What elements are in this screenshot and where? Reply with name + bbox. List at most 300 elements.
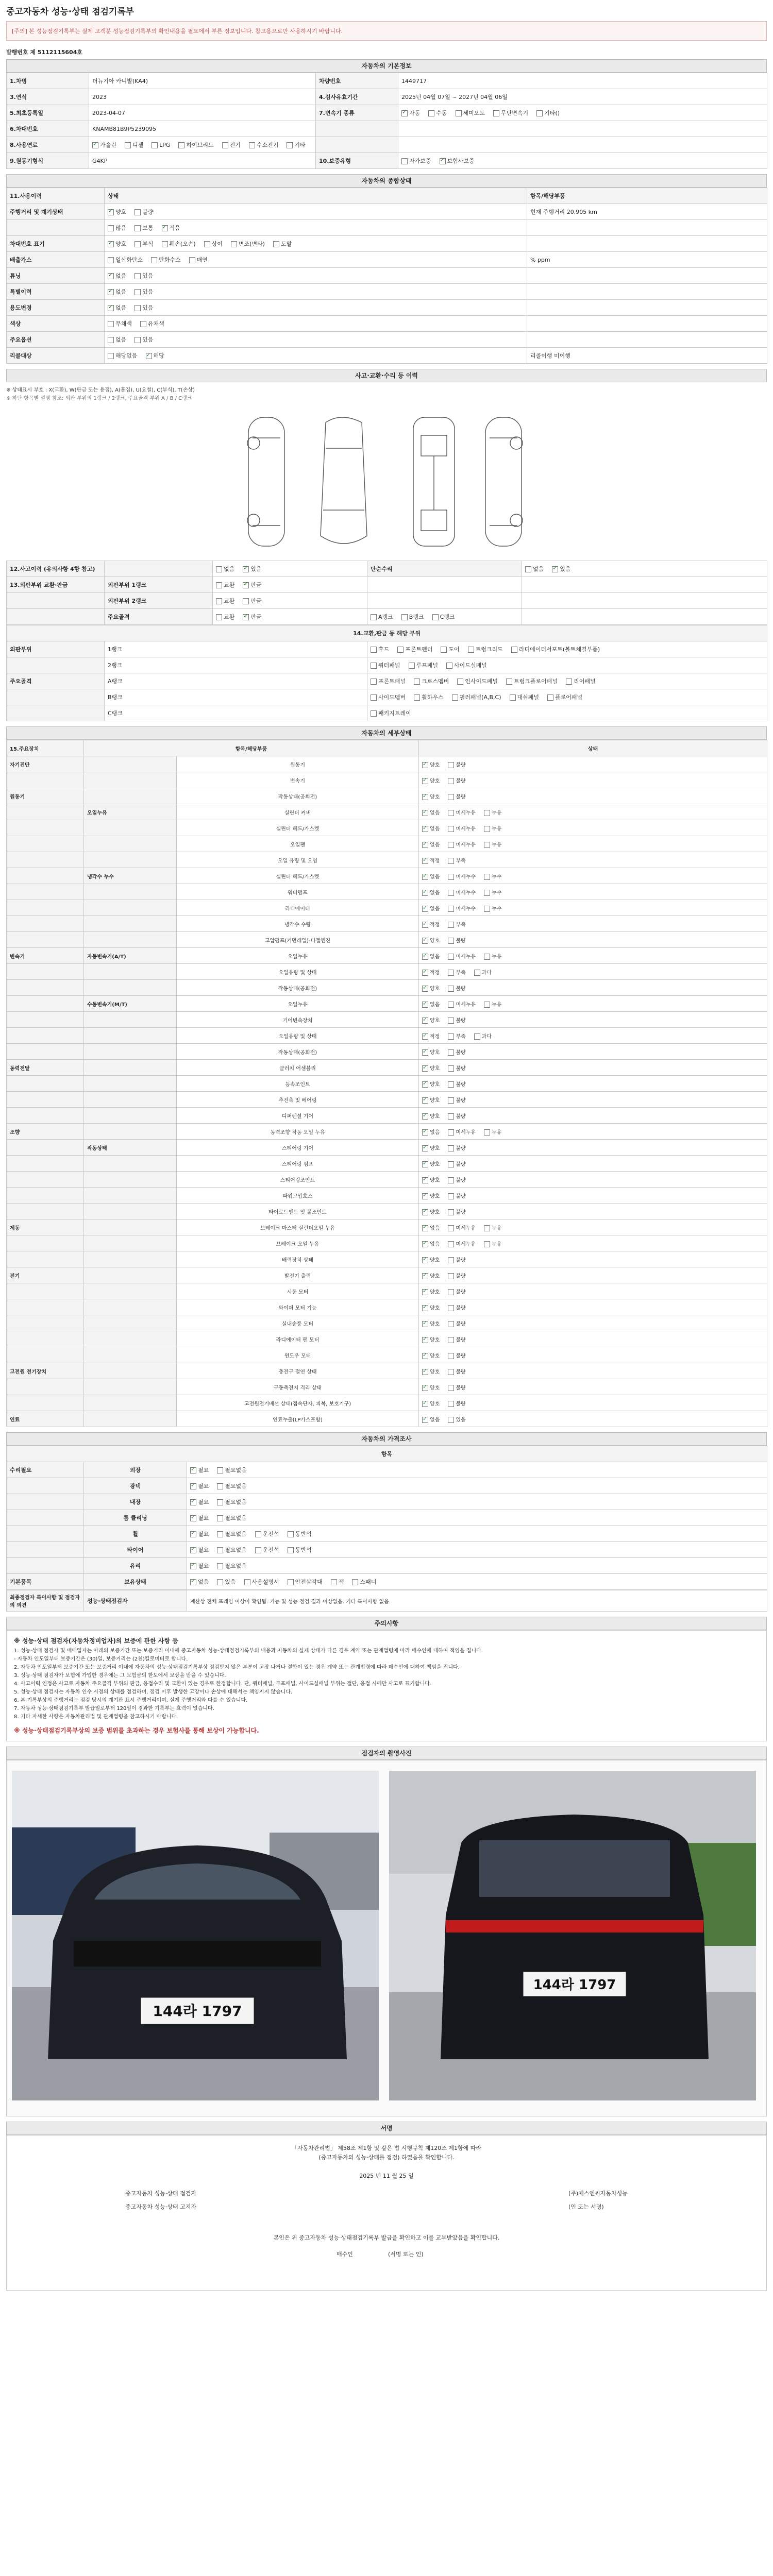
- caution-line: 3. 성능·상태 점검자가 보험에 가입한 경우에는 그 보험금의 한도에서 보상을 받을 수 있습니다.: [14, 1673, 226, 1679]
- checkbox[interactable]: [135, 241, 141, 247]
- detail-group: [7, 772, 84, 788]
- detail-sub: 자동변속기(A/T): [84, 948, 177, 964]
- checkbox[interactable]: [448, 1018, 454, 1024]
- overall-option: [108, 351, 138, 360]
- detail-header-cell: 15.주요장치: [7, 740, 84, 756]
- checkbox[interactable]: [255, 1547, 261, 1553]
- price-option: [244, 1578, 279, 1586]
- checkbox[interactable]: [422, 954, 428, 960]
- checkbox[interactable]: [422, 1273, 428, 1279]
- checkbox[interactable]: [190, 1515, 196, 1521]
- checkbox[interactable]: [448, 1002, 454, 1008]
- detail-item: 시동 모터: [177, 1283, 419, 1299]
- detail-row: [7, 964, 767, 980]
- checkbox[interactable]: [422, 794, 428, 800]
- price-group: 수리필요: [7, 1462, 84, 1478]
- detail-option-label: 양호: [430, 938, 440, 944]
- checkbox[interactable]: [448, 986, 454, 992]
- overall-option-label: 부식: [142, 241, 154, 247]
- checkbox[interactable]: [273, 241, 279, 247]
- detail-option: [422, 824, 440, 832]
- checkbox[interactable]: [422, 922, 428, 928]
- checkbox[interactable]: [217, 1579, 223, 1585]
- detail-option-label: 없음: [430, 1417, 440, 1423]
- detail-option: [448, 920, 465, 928]
- checkbox[interactable]: [484, 810, 490, 816]
- checkbox[interactable]: [422, 1417, 428, 1423]
- checkbox[interactable]: [456, 110, 462, 116]
- detail-options: [422, 794, 474, 800]
- fuel-option: [125, 141, 143, 149]
- checkbox[interactable]: [448, 842, 454, 848]
- checkbox[interactable]: [414, 679, 420, 685]
- checkbox[interactable]: [468, 647, 474, 653]
- basic-value: G4KP: [89, 153, 316, 169]
- checkbox[interactable]: [448, 1033, 454, 1040]
- basic-value: [89, 137, 316, 153]
- detail-item: 실린더 헤드/가스켓: [177, 868, 419, 884]
- detail-group: 원동기: [7, 788, 84, 804]
- checkbox[interactable]: [484, 842, 490, 848]
- checkbox[interactable]: [448, 1417, 454, 1423]
- history-option-label: 판금: [250, 582, 262, 588]
- checkbox[interactable]: [216, 598, 222, 604]
- checkbox[interactable]: [371, 710, 377, 717]
- overall-option: [151, 256, 181, 264]
- checkbox[interactable]: [422, 1145, 428, 1151]
- history-option-label: 교환: [224, 598, 235, 604]
- checkbox[interactable]: [448, 1241, 454, 1247]
- checkbox[interactable]: [222, 142, 228, 148]
- checkbox[interactable]: [484, 1225, 490, 1231]
- checkbox[interactable]: [409, 663, 415, 669]
- price-state: [187, 1558, 767, 1574]
- checkbox[interactable]: [151, 257, 157, 263]
- checkbox[interactable]: [448, 1113, 454, 1120]
- checkbox[interactable]: [422, 1002, 428, 1008]
- checkbox[interactable]: [422, 1161, 428, 1167]
- detail-item: 오일팬: [177, 836, 419, 852]
- checkbox[interactable]: [448, 1353, 454, 1359]
- price-state: [187, 1494, 767, 1510]
- checkbox[interactable]: [552, 566, 558, 572]
- checkbox[interactable]: [422, 1321, 428, 1327]
- detail-option: [422, 1415, 440, 1423]
- detail-option: [448, 1256, 465, 1263]
- checkbox[interactable]: [152, 142, 158, 148]
- checkbox[interactable]: [146, 353, 152, 359]
- checkbox[interactable]: [422, 1257, 428, 1263]
- checkbox[interactable]: [484, 826, 490, 832]
- checkbox[interactable]: [217, 1563, 223, 1569]
- checkbox[interactable]: [422, 1113, 428, 1120]
- overall-option: [146, 351, 164, 360]
- detail-item: 브레이크 마스터 실린더오일 누유: [177, 1219, 419, 1235]
- checkbox[interactable]: [108, 337, 114, 343]
- checkbox[interactable]: [108, 273, 114, 279]
- checkbox[interactable]: [422, 1385, 428, 1391]
- checkbox[interactable]: [448, 1289, 454, 1295]
- checkbox[interactable]: [135, 209, 141, 215]
- checkbox[interactable]: [422, 810, 428, 816]
- checkbox[interactable]: [474, 1033, 480, 1040]
- checkbox[interactable]: [231, 241, 237, 247]
- detail-options: [422, 922, 474, 928]
- price-option-label: 운전석: [262, 1547, 279, 1553]
- transmission-option-label: 기타(): [544, 110, 560, 116]
- checkbox[interactable]: [108, 225, 114, 231]
- checkbox[interactable]: [422, 1225, 428, 1231]
- detail-option-label: 미세누유: [456, 842, 476, 848]
- detail-options: [422, 1417, 474, 1423]
- rank-option: [371, 613, 393, 621]
- checkbox[interactable]: [401, 110, 408, 116]
- checkbox[interactable]: [108, 241, 114, 247]
- checkbox[interactable]: [108, 321, 114, 327]
- checkbox[interactable]: [422, 826, 428, 832]
- checkbox[interactable]: [135, 289, 141, 295]
- legend-note: ※ 하단 항목별 설명 참조: 외판 부위의 1랭크 / 2랭크, 주요골격 부위 A / B / C랭크: [6, 396, 192, 401]
- detail-option-label: 양호: [430, 1305, 440, 1311]
- checkbox[interactable]: [422, 986, 428, 992]
- checkbox[interactable]: [448, 938, 454, 944]
- checkbox[interactable]: [452, 694, 458, 701]
- checkbox[interactable]: [448, 1385, 454, 1391]
- detail-sub: [84, 1156, 177, 1172]
- checkbox[interactable]: [448, 1369, 454, 1375]
- checkbox[interactable]: [448, 906, 454, 912]
- checkbox[interactable]: [422, 1129, 428, 1136]
- checkbox[interactable]: [440, 158, 446, 164]
- checkbox[interactable]: [536, 110, 543, 116]
- checkbox[interactable]: [422, 1241, 428, 1247]
- checkbox[interactable]: [422, 1193, 428, 1199]
- checkbox[interactable]: [448, 1305, 454, 1311]
- checkbox[interactable]: [448, 970, 454, 976]
- checkbox[interactable]: [510, 694, 516, 701]
- checkbox[interactable]: [422, 1369, 428, 1375]
- checkbox[interactable]: [190, 1499, 196, 1505]
- checkbox[interactable]: [457, 679, 463, 685]
- detail-option-label: 적정: [430, 922, 440, 928]
- detail-option-label: 양호: [430, 778, 440, 784]
- checkbox[interactable]: [448, 1097, 454, 1104]
- checkbox[interactable]: [422, 858, 428, 864]
- checkbox[interactable]: [414, 694, 420, 701]
- part-option-label: 패키지트레이: [378, 710, 411, 717]
- checkbox[interactable]: [428, 110, 434, 116]
- checkbox[interactable]: [243, 598, 249, 604]
- history-option-label: 없음: [224, 566, 235, 572]
- detail-option: [448, 984, 465, 992]
- checkbox[interactable]: [422, 1209, 428, 1215]
- checkbox[interactable]: [217, 1483, 223, 1489]
- checkbox[interactable]: [448, 1257, 454, 1263]
- history-option-label: 판금: [250, 598, 262, 604]
- checkbox[interactable]: [448, 1145, 454, 1151]
- basic-value2: [398, 121, 767, 137]
- detail-option-label: 불량: [456, 986, 466, 992]
- detail-row: [7, 1363, 767, 1379]
- detail-item: 스티어링 펌프: [177, 1156, 419, 1172]
- price-option: [217, 1482, 247, 1490]
- checkbox[interactable]: [288, 1531, 294, 1537]
- checkbox[interactable]: [288, 1579, 294, 1585]
- checkbox[interactable]: [422, 906, 428, 912]
- checkbox[interactable]: [448, 874, 454, 880]
- checkbox[interactable]: [422, 1097, 428, 1104]
- detail-state: [419, 1411, 767, 1427]
- part-option: [371, 693, 406, 701]
- checkbox[interactable]: [448, 1193, 454, 1199]
- checkbox[interactable]: [108, 209, 114, 215]
- checkbox[interactable]: [448, 954, 454, 960]
- checkbox[interactable]: [422, 778, 428, 784]
- part-option-label: 리어패널: [574, 678, 596, 685]
- sign-confirm1: 본인은 위 중고자동차 성능·상태점검기록부 발급을 확인하고 이를 교부받았음을 확인합니다.: [273, 2234, 500, 2241]
- detail-option-label: 불량: [456, 1257, 466, 1263]
- checkbox[interactable]: [474, 970, 480, 976]
- parts-row: [7, 705, 767, 721]
- checkbox[interactable]: [484, 890, 490, 896]
- checkbox[interactable]: [422, 1018, 428, 1024]
- checkbox[interactable]: [204, 241, 210, 247]
- checkbox[interactable]: [217, 1531, 223, 1537]
- checkbox[interactable]: [371, 663, 377, 669]
- price-option-label: 사용설명서: [251, 1579, 279, 1585]
- checkbox[interactable]: [422, 970, 428, 976]
- detail-option-label: 양호: [430, 1369, 440, 1375]
- checkbox[interactable]: [448, 1177, 454, 1183]
- part-option: [547, 693, 582, 701]
- checkbox[interactable]: [162, 241, 168, 247]
- checkbox[interactable]: [190, 1531, 196, 1537]
- checkbox[interactable]: [216, 582, 222, 588]
- checkbox[interactable]: [448, 858, 454, 864]
- overall-extra: [527, 268, 767, 284]
- detail-sub: 수동변속기(M/T): [84, 996, 177, 1012]
- checkbox[interactable]: [140, 321, 146, 327]
- checkbox[interactable]: [448, 762, 454, 768]
- overall-option-label: 없음: [115, 273, 127, 279]
- detail-option: [422, 952, 440, 960]
- transmission-option: [401, 109, 420, 117]
- detail-option-label: 미세누유: [456, 1241, 476, 1247]
- checkbox[interactable]: [108, 305, 114, 311]
- checkbox[interactable]: [566, 679, 572, 685]
- checkbox[interactable]: [448, 1209, 454, 1215]
- basic-row: [7, 89, 767, 105]
- detail-options: [422, 1306, 474, 1311]
- checkbox[interactable]: [422, 1401, 428, 1407]
- checkbox[interactable]: [371, 647, 377, 653]
- checkbox[interactable]: [125, 142, 131, 148]
- checkbox[interactable]: [397, 647, 404, 653]
- sign-date: 2025 년 11 월 25 일: [359, 2173, 414, 2179]
- checkbox[interactable]: [448, 922, 454, 928]
- overall-option: [204, 240, 223, 248]
- part-option: [409, 661, 439, 669]
- price-item: 휠: [84, 1526, 187, 1542]
- checkbox[interactable]: [448, 1401, 454, 1407]
- checkbox[interactable]: [217, 1547, 223, 1553]
- detail-sub: [84, 1299, 177, 1315]
- fuel-option: [92, 141, 116, 149]
- fuel-options: [92, 142, 314, 148]
- section-caution: 주의사항: [6, 1617, 767, 1630]
- checkbox[interactable]: [448, 1225, 454, 1231]
- checkbox[interactable]: [401, 614, 408, 620]
- checkbox[interactable]: [422, 1353, 428, 1359]
- checkbox[interactable]: [135, 337, 141, 343]
- section-photos: 점검자의 촬영사진: [6, 1747, 767, 1760]
- rank-option-label: A랭크: [378, 614, 393, 620]
- detail-state: [419, 1060, 767, 1076]
- checkbox[interactable]: [448, 890, 454, 896]
- checkbox[interactable]: [484, 1002, 490, 1008]
- checkbox[interactable]: [448, 826, 454, 832]
- overall-option: [135, 303, 153, 312]
- overall-option: [135, 208, 153, 216]
- checkbox[interactable]: [448, 1337, 454, 1343]
- legend-symbols: ※ 상태표시 부호 : X(교환), W(판금 또는 용접), A(흠집), U(요철), C(부식), T(손상): [6, 387, 195, 393]
- checkbox[interactable]: [484, 1241, 490, 1247]
- detail-option-label: 누유: [491, 1225, 502, 1231]
- detail-options: [422, 906, 510, 912]
- checkbox[interactable]: [484, 874, 490, 880]
- detail-group: [7, 1108, 84, 1124]
- checkbox[interactable]: [484, 906, 490, 912]
- checkbox[interactable]: [448, 1129, 454, 1136]
- checkbox[interactable]: [92, 142, 98, 148]
- checkbox[interactable]: [422, 1049, 428, 1056]
- checkbox[interactable]: [189, 257, 195, 263]
- detail-option: [422, 1399, 440, 1407]
- detail-item: 브레이크 오일 누유: [177, 1235, 419, 1251]
- checkbox[interactable]: [287, 142, 293, 148]
- checkbox[interactable]: [484, 1129, 490, 1136]
- overall-option: [189, 256, 208, 264]
- checkbox[interactable]: [249, 142, 255, 148]
- checkbox[interactable]: [448, 1065, 454, 1072]
- checkbox[interactable]: [162, 225, 168, 231]
- checkbox[interactable]: [422, 1289, 428, 1295]
- checkbox[interactable]: [190, 1547, 196, 1553]
- checkbox[interactable]: [441, 647, 447, 653]
- checkbox[interactable]: [401, 158, 408, 164]
- checkbox[interactable]: [216, 566, 222, 572]
- overall-option: [108, 287, 126, 296]
- checkbox[interactable]: [243, 614, 249, 620]
- price-options: [190, 1499, 255, 1505]
- checkbox[interactable]: [108, 353, 114, 359]
- checkbox[interactable]: [446, 663, 452, 669]
- price-group: [7, 1478, 84, 1494]
- checkbox[interactable]: [190, 1579, 196, 1585]
- checkbox[interactable]: [493, 110, 499, 116]
- detail-option-label: 누수: [491, 906, 502, 912]
- checkbox[interactable]: [135, 305, 141, 311]
- checkbox[interactable]: [448, 1049, 454, 1056]
- checkbox[interactable]: [422, 1065, 428, 1072]
- checkbox[interactable]: [190, 1563, 196, 1569]
- checkbox[interactable]: [511, 647, 517, 653]
- checkbox[interactable]: [288, 1547, 294, 1553]
- detail-sub: [84, 980, 177, 996]
- checkbox[interactable]: [422, 938, 428, 944]
- checkbox[interactable]: [422, 1337, 428, 1343]
- checkbox[interactable]: [135, 273, 141, 279]
- detail-item: 실린더 헤드/가스켓: [177, 820, 419, 836]
- checkbox[interactable]: [547, 694, 553, 701]
- checkbox[interactable]: [371, 694, 377, 701]
- basic-value2: [398, 137, 767, 153]
- checkbox[interactable]: [448, 1161, 454, 1167]
- checkbox[interactable]: [484, 954, 490, 960]
- checkbox[interactable]: [422, 842, 428, 848]
- checkbox[interactable]: [448, 778, 454, 784]
- checkbox[interactable]: [525, 566, 531, 572]
- checkbox[interactable]: [448, 1321, 454, 1327]
- checkbox[interactable]: [448, 810, 454, 816]
- overall-options: [108, 225, 189, 231]
- checkbox[interactable]: [422, 1177, 428, 1183]
- checkbox[interactable]: [217, 1467, 223, 1473]
- checkbox[interactable]: [448, 794, 454, 800]
- checkbox[interactable]: [217, 1499, 223, 1505]
- checkbox[interactable]: [190, 1483, 196, 1489]
- checkbox[interactable]: [108, 289, 114, 295]
- detail-group: 고전원 전기장치: [7, 1363, 84, 1379]
- checkbox[interactable]: [331, 1579, 337, 1585]
- detail-item: 스티어링조인트: [177, 1172, 419, 1188]
- checkbox[interactable]: [422, 762, 428, 768]
- detail-option: [448, 968, 465, 976]
- checkbox[interactable]: [422, 1081, 428, 1088]
- checkbox[interactable]: [422, 1033, 428, 1040]
- checkbox[interactable]: [448, 1273, 454, 1279]
- transmission-option: [428, 109, 447, 117]
- checkbox[interactable]: [371, 679, 377, 685]
- checkbox[interactable]: [244, 1579, 250, 1585]
- checkbox[interactable]: [352, 1579, 358, 1585]
- checkbox[interactable]: [506, 679, 512, 685]
- checkbox[interactable]: [243, 582, 249, 588]
- detail-option-label: 없음: [430, 1241, 440, 1247]
- checkbox[interactable]: [135, 225, 141, 231]
- checkbox[interactable]: [422, 874, 428, 880]
- transmission-option-label: 자동: [409, 110, 421, 116]
- checkbox[interactable]: [422, 890, 428, 896]
- detail-group: [7, 900, 84, 916]
- checkbox[interactable]: [178, 142, 184, 148]
- checkbox[interactable]: [448, 1081, 454, 1088]
- overall-options: [108, 273, 162, 279]
- detail-option: [448, 1399, 465, 1407]
- detail-state: [419, 980, 767, 996]
- checkbox[interactable]: [217, 1515, 223, 1521]
- checkbox[interactable]: [422, 1305, 428, 1311]
- checkbox[interactable]: [243, 566, 249, 572]
- checkbox[interactable]: [190, 1467, 196, 1473]
- checkbox[interactable]: [108, 257, 114, 263]
- checkbox[interactable]: [255, 1531, 261, 1537]
- checkbox[interactable]: [432, 614, 439, 620]
- price-option-label: 필요: [198, 1563, 209, 1569]
- checkbox[interactable]: [371, 614, 377, 620]
- overall-state: [105, 316, 527, 332]
- checkbox[interactable]: [216, 614, 222, 620]
